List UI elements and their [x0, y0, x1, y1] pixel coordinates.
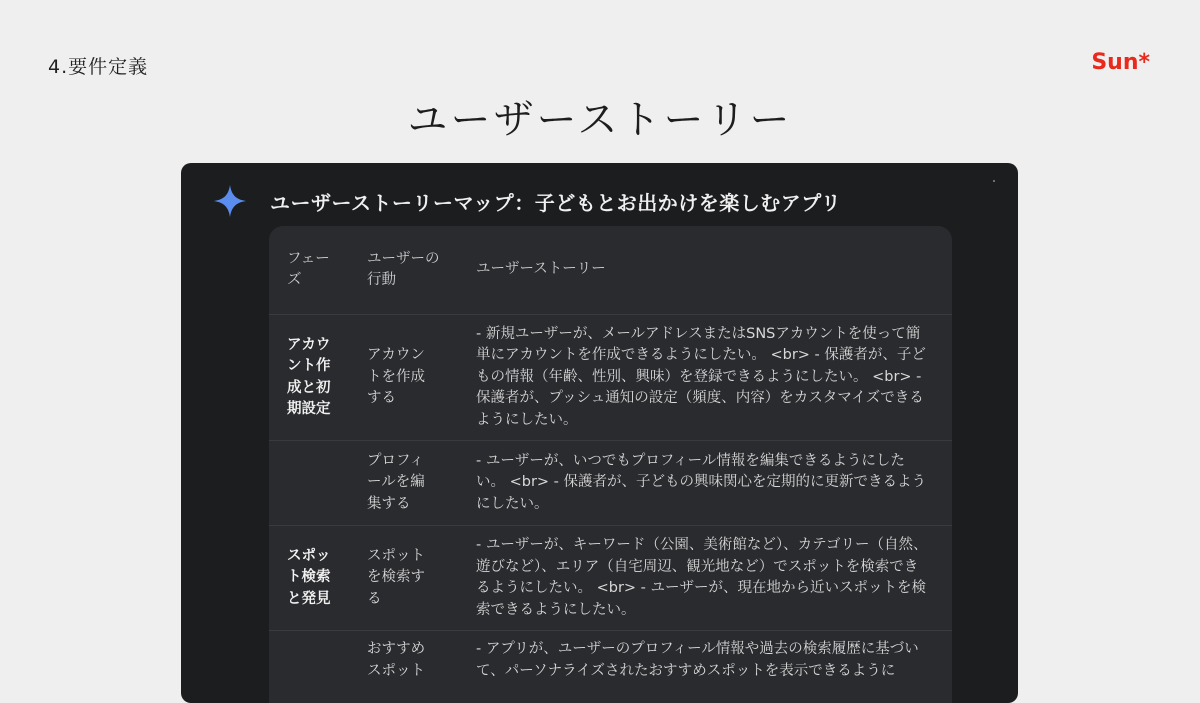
panel-title: ユーザーストーリーマップ：子どもとお出かけを楽しむアプリ: [270, 187, 841, 216]
action-cell: スポットを検索する: [353, 526, 459, 631]
action-cell: おすすめスポット: [353, 631, 459, 703]
table-row: [269, 315, 952, 441]
phase-cell: アカウント作成と初期設定: [269, 315, 353, 441]
story-table: [269, 226, 952, 703]
story-cell: - ユーザーが、キーワード（公園、美術館など）、カテゴリー（自然、遊びなど）、エリア（自宅周辺、観光地など）でスポットを検索できるようにしたい。 <br> - ユーザーが、現在地から近いスポットを検索できるようにしたい。: [459, 526, 952, 631]
sparkle-icon: [212, 183, 248, 219]
story-cell: - アプリが、ユーザーのプロフィール情報や過去の検索履歴に基づいて、パーソナライズされたおすすめスポットを表示できるように: [459, 631, 952, 703]
story-cell: - ユーザーが、いつでもプロフィール情報を編集できるようにしたい。 <br> - 保護者が、子どもの興味関心を定期的に更新できるようにしたい。: [459, 441, 952, 526]
action-cell: プロフィールを編集する: [353, 441, 459, 526]
header-action: ユーザーの行動: [353, 226, 459, 315]
phase-cell: スポット検索と発見: [269, 526, 353, 631]
brand-logo: Sun*: [1091, 50, 1150, 75]
header-phase: フェーズ: [269, 226, 353, 315]
phase-cell: [269, 441, 353, 526]
phase-cell: [269, 631, 353, 703]
table-row: [269, 441, 952, 526]
table-row: [269, 631, 952, 703]
chat-panel: [181, 163, 1018, 703]
table-row: [269, 526, 952, 631]
story-cell: - 新規ユーザーが、メールアドレスまたはSNSアカウントを使って簡単にアカウントを作成できるようにしたい。 <br> - 保護者が、子どもの情報（年齢、性別、興味）を登録できるようにしたい。 <br> - 保護者が、プッシュ通知の設定（頻度、内容）をカスタマイズできるようにしたい。: [459, 315, 952, 441]
section-label: 4.要件定義: [48, 52, 148, 79]
slide-title: ユーザーストーリー: [0, 88, 1200, 145]
header-story: ユーザーストーリー: [459, 226, 952, 315]
scroll-indicator: [993, 180, 995, 182]
action-cell: アカウントを作成する: [353, 315, 459, 441]
